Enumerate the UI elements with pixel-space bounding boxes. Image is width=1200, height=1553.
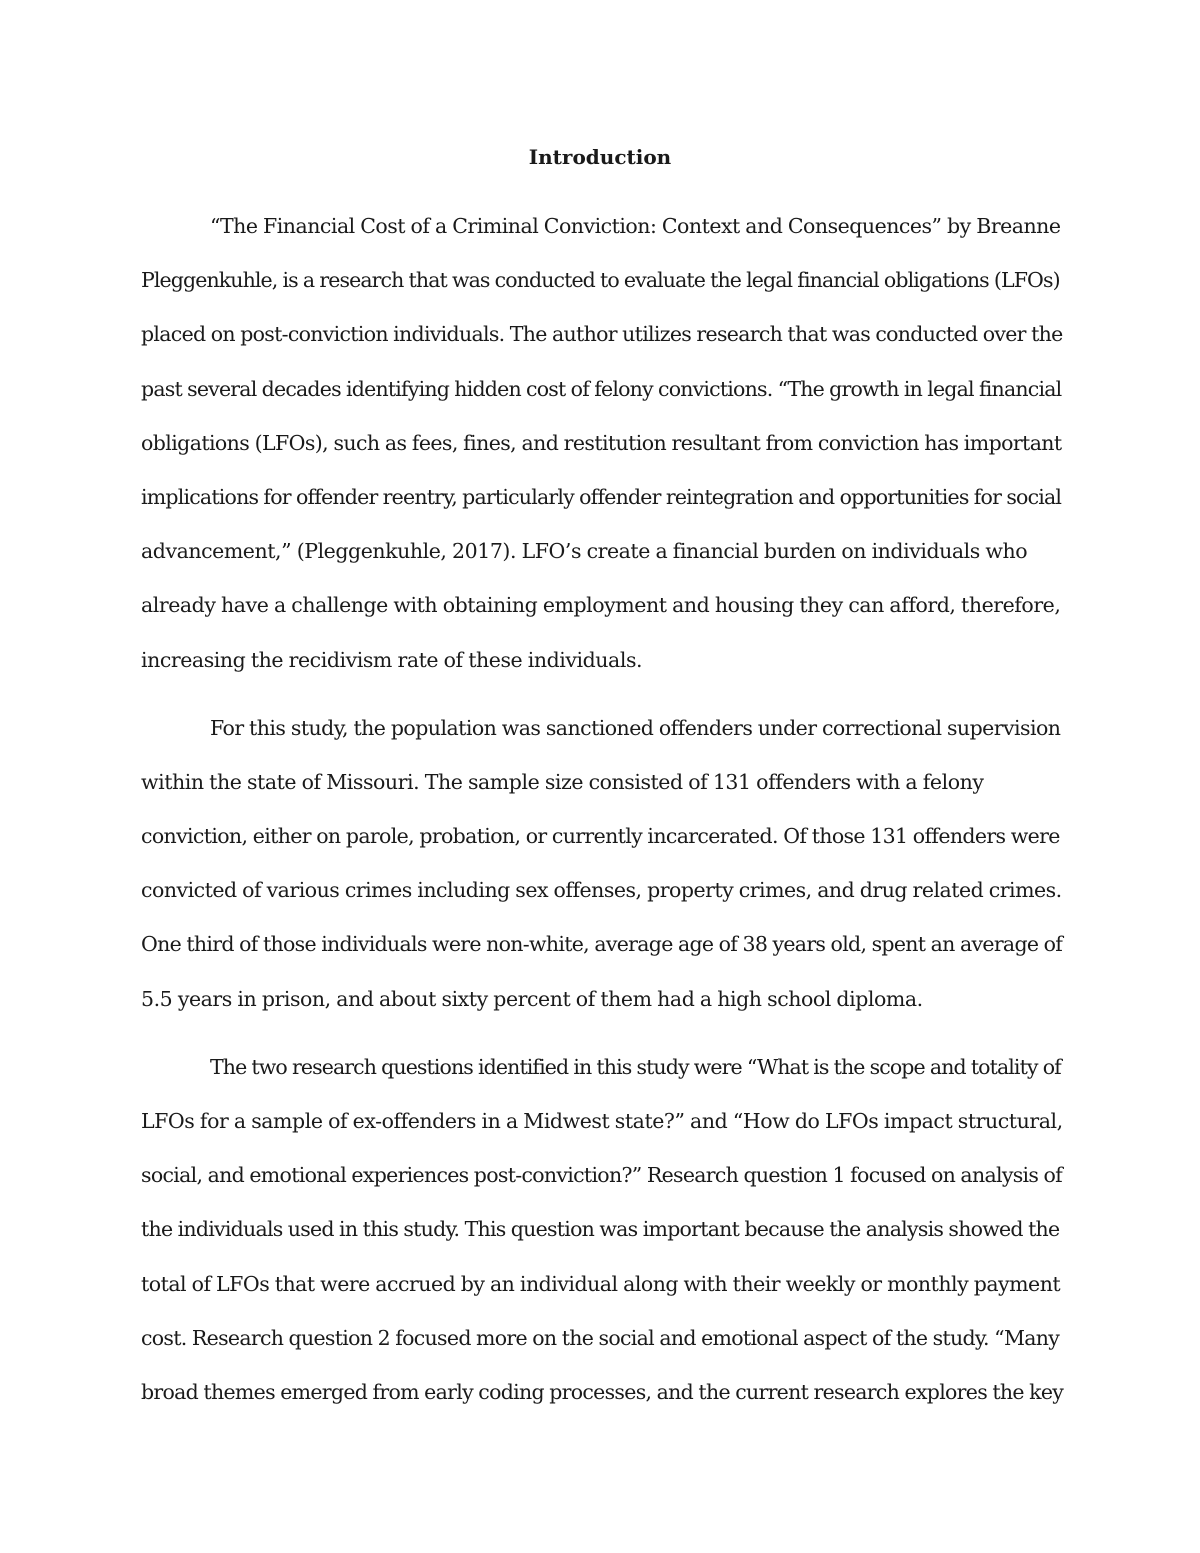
paragraph-gap bbox=[141, 687, 1061, 701]
paragraph-line: 5.5 years in prison, and about sixty percent of them had a high school diploma. bbox=[141, 986, 923, 1011]
paragraph-1 bbox=[141, 199, 1061, 687]
paragraph-line: broad themes emerged from early coding processes, and the current research explores the key bbox=[141, 1379, 1064, 1404]
paragraph-3 bbox=[141, 1040, 1064, 1419]
paragraph-line: implications for offender reentry, particularly offender reintegration and opportunities for social bbox=[141, 484, 1062, 509]
paragraph-line: placed on post-conviction individuals. The author utilizes research that was conducted over the bbox=[141, 322, 1063, 347]
paragraph-line: The two research questions identified in this study were “What is the scope and totality of bbox=[210, 1054, 1061, 1079]
paragraph-line: increasing the recidivism rate of these individuals. bbox=[141, 647, 643, 672]
paragraph-line: conviction, either on parole, probation, or currently incarcerated. Of those 131 offenders were bbox=[141, 824, 1060, 849]
paragraph-line: “The Financial Cost of a Criminal Conviction: Context and Consequences” by Breanne bbox=[210, 214, 1061, 238]
paragraph-line: One third of those individuals were non-white, average age of 38 years old, spent an average of bbox=[141, 932, 1063, 957]
paragraph-line: LFOs for a sample of ex-offenders in a Midwest state?” and “How do LFOs impact structural, bbox=[141, 1109, 1063, 1133]
paragraph-line: For this study, the population was sanctioned offenders under correctional supervision bbox=[210, 715, 1061, 740]
paragraph-line: the individuals used in this study. This question was important because the analysis showed the bbox=[141, 1217, 1060, 1242]
paragraph-line: advancement,” (Pleggenkuhle, 2017). LFO’s create a financial burden on individuals who bbox=[141, 539, 1028, 564]
paragraph-line: obligations (LFOs), such as fees, fines, and restitution resultant from conviction has important bbox=[141, 430, 1062, 455]
paragraph-2 bbox=[141, 701, 1061, 1026]
document-body bbox=[141, 199, 1064, 1419]
section-heading: Introduction bbox=[528, 145, 672, 169]
paragraph-line: convicted of various crimes including sex offenses, property crimes, and drug related crimes. bbox=[141, 878, 1062, 903]
paragraph-line: Pleggenkuhle, is a research that was conducted to evaluate the legal financial obligations (LFOs) bbox=[141, 268, 1060, 293]
paragraph-line: social, and emotional experiences post-conviction?” Research question 1 focused on analysis of bbox=[141, 1163, 1063, 1188]
paragraph-line: cost. Research question 2 focused more on the social and emotional aspect of the study. “Many bbox=[141, 1325, 1060, 1350]
paragraph-gap bbox=[141, 1026, 1061, 1040]
paragraph-line: already have a challenge with obtaining employment and housing they can afford, therefore, bbox=[141, 593, 1061, 618]
paragraph-line: past several decades identifying hidden cost of felony convictions. “The growth in legal financial bbox=[141, 376, 1062, 401]
paragraph-line: total of LFOs that were accrued by an individual along with their weekly or monthly payment bbox=[141, 1271, 1061, 1296]
paragraph-line: within the state of Missouri. The sample size consisted of 131 offenders with a felony bbox=[141, 769, 984, 794]
